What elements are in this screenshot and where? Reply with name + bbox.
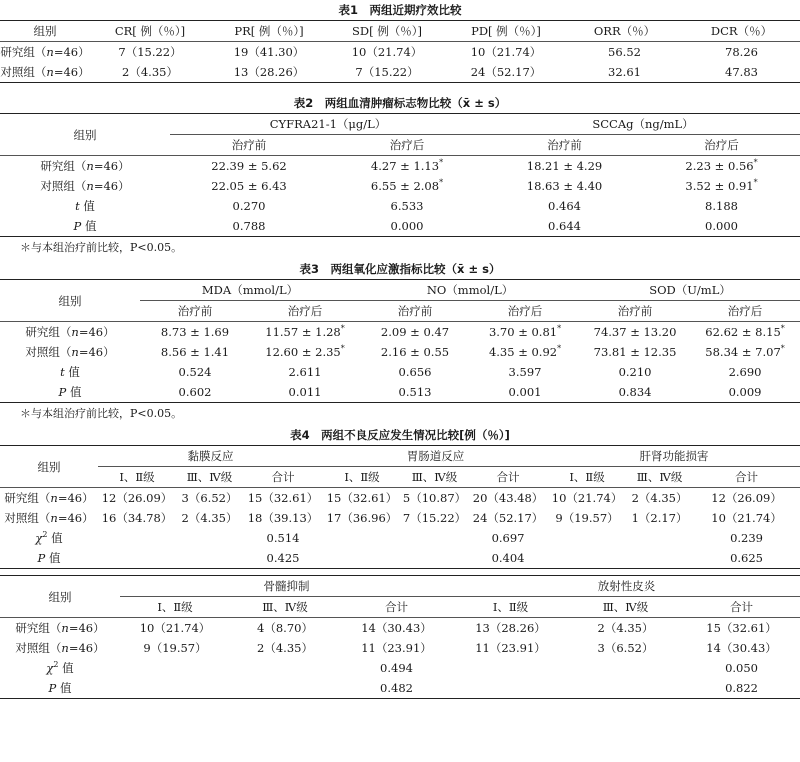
table-cell: 9（19.57）	[555, 511, 619, 525]
table-row	[0, 508, 800, 528]
table-cell: 0.464	[548, 199, 581, 213]
empty-cell	[548, 548, 626, 569]
table-cell: 8.56 ± 1.41	[160, 345, 230, 359]
row-label: P 值	[73, 219, 97, 233]
table-cell: 0.524	[178, 365, 212, 379]
stat-cell: 0.050	[725, 661, 758, 675]
table-row	[0, 382, 800, 403]
header-cell: SD[ 例（％）]	[352, 24, 422, 38]
stat-cell: 0.482	[380, 681, 413, 695]
table-cell: 78.26	[725, 45, 758, 59]
empty-cell	[453, 658, 568, 678]
table-cell: 2（4.35）	[597, 621, 654, 635]
empty-cell	[120, 678, 230, 699]
header-cell: ORR（％）	[593, 24, 656, 38]
group-header: 黏膜反应	[98, 446, 323, 467]
empty-cell	[548, 528, 626, 548]
row-label: 对照组（n=46）	[4, 511, 94, 525]
table-cell: 18.21 ± 4.29	[526, 159, 603, 173]
table-cell: 8.73 ± 1.69	[160, 325, 230, 339]
sub-header: 治疗前	[231, 138, 267, 152]
table-cell: 0.009	[728, 385, 762, 399]
row-label: 研究组（n=46）	[0, 45, 90, 59]
table-cell: 10（21.74）	[711, 511, 782, 525]
sub-header: Ⅰ、Ⅱ级	[569, 470, 605, 484]
table-cell: 3.597	[508, 365, 542, 379]
group-header: 放射性皮炎	[453, 576, 800, 597]
stat-cell: 0.404	[491, 551, 525, 565]
table-cell: 73.81 ± 12.35	[593, 345, 677, 359]
table-cell: 0.000	[705, 219, 738, 233]
table-cell: 0.788	[232, 219, 266, 233]
group-header: MDA（mmol/L）	[140, 280, 360, 301]
table-cell: 18.63 ± 4.40	[526, 179, 603, 193]
empty-cell	[98, 548, 176, 569]
table-row	[0, 156, 800, 177]
table-row	[0, 678, 800, 699]
group-header: SOD（U/mL）	[580, 280, 800, 301]
table-cell: 12（26.09）	[711, 491, 782, 505]
table-cell: 0.000	[390, 219, 424, 233]
row-label: 对照组（n=46）	[40, 179, 130, 193]
stat-cell: 0.239	[730, 531, 764, 545]
table-cell: 4.27 ± 1.13*	[370, 158, 444, 173]
table-cell: 2.16 ± 0.55	[380, 345, 450, 359]
table-cell: 4.35 ± 0.92*	[488, 344, 562, 359]
table-cell: 1（2.17）	[631, 511, 688, 525]
sub-header: 合计	[735, 470, 759, 484]
empty-cell	[230, 678, 340, 699]
row-label: $\chi^2$ 值	[35, 530, 63, 545]
sub-header: Ⅰ、Ⅱ级	[344, 470, 380, 484]
table-cell: 14（30.43）	[706, 641, 777, 655]
table4b	[0, 575, 800, 699]
table-cell: 0.513	[398, 385, 432, 399]
table-cell: 12.60 ± 2.35*	[265, 344, 345, 359]
row-label: P 值	[58, 385, 82, 399]
table-row	[0, 62, 800, 83]
empty-cell	[230, 658, 340, 678]
group-header: 胃肠道反应	[323, 446, 548, 467]
table-row	[0, 322, 800, 343]
sub-header: Ⅲ、Ⅳ级	[186, 470, 233, 484]
table-cell: 24（52.17）	[470, 65, 542, 79]
empty-cell	[568, 658, 683, 678]
row-label: 研究组（n=46）	[40, 159, 130, 173]
table-cell: 7（15.22）	[118, 45, 182, 59]
table-cell: 0.602	[178, 385, 212, 399]
empty-cell	[626, 548, 693, 569]
table-cell: 19（41.30）	[233, 45, 305, 59]
sub-header: Ⅰ、Ⅱ级	[492, 600, 529, 614]
header-cell: 组别	[33, 24, 57, 38]
table-cell: 32.61	[608, 65, 641, 79]
table-cell: 2（4.35）	[181, 511, 238, 525]
empty-cell	[626, 528, 693, 548]
table-cell: 10（21.74）	[139, 621, 211, 635]
table-cell: 47.83	[725, 65, 758, 79]
table-cell: 0.656	[398, 365, 432, 379]
table-row	[0, 42, 800, 63]
table-row	[0, 362, 800, 382]
empty-cell	[176, 528, 243, 548]
stat-cell: 0.514	[266, 531, 300, 545]
row-label: $\chi^2$ 值	[46, 660, 74, 675]
empty-cell	[98, 528, 176, 548]
table-cell: 58.34 ± 7.07*	[705, 344, 785, 359]
stat-cell: 0.697	[491, 531, 525, 545]
sub-header: 治疗前	[397, 304, 433, 318]
header-cell: CR[ 例（％）]	[114, 24, 186, 38]
table-row	[0, 216, 800, 237]
sub-header: Ⅲ、Ⅳ级	[636, 470, 683, 484]
table-row	[0, 638, 800, 658]
table-row	[0, 196, 800, 216]
sub-header: 合计	[385, 600, 408, 614]
row-label: P 值	[37, 551, 61, 565]
group-header: NO（mmol/L）	[360, 280, 580, 301]
group-header: 肝肾功能损害	[548, 446, 800, 467]
table-cell: 6.533	[390, 199, 424, 213]
table-cell: 3.70 ± 0.81*	[488, 324, 562, 339]
table-cell: 14（30.43）	[361, 621, 432, 635]
empty-cell	[568, 678, 683, 699]
table-cell: 62.62 ± 8.15*	[705, 324, 785, 339]
table-row	[0, 176, 800, 196]
empty-cell	[401, 528, 468, 548]
table-row	[0, 488, 800, 509]
sub-header: Ⅲ、Ⅳ级	[411, 470, 458, 484]
stat-cell: 0.494	[380, 661, 413, 675]
table-cell: 74.37 ± 13.20	[593, 325, 677, 339]
sub-header: Ⅰ、Ⅱ级	[119, 470, 155, 484]
table-cell: 13（28.26）	[233, 65, 305, 79]
sub-header: 治疗前	[177, 304, 213, 318]
empty-cell	[401, 548, 468, 569]
table-cell: 0.270	[232, 199, 266, 213]
sub-header: 治疗后	[507, 304, 543, 318]
sub-header: 合计	[271, 470, 295, 484]
row-label: 对照组（n=46）	[25, 345, 115, 359]
table-cell: 10（21.74）	[351, 45, 423, 59]
table-cell: 12（26.09）	[101, 491, 173, 505]
table-cell: 2（4.35）	[257, 641, 313, 655]
row-label: 研究组（n=46）	[25, 325, 115, 339]
table-cell: 3（6.52）	[597, 641, 654, 655]
table4-caption: 表4 两组不良反应发生情况比较[例（％）]	[290, 428, 510, 442]
empty-cell	[120, 658, 230, 678]
group-header: SCCAg（ng/mL）	[486, 114, 800, 135]
row-label: P 值	[48, 681, 72, 695]
sub-header: 治疗前	[617, 304, 653, 318]
table-cell: 8.188	[705, 199, 738, 213]
table-cell: 2.09 ± 0.47	[380, 325, 450, 339]
table-cell: 7（15.22）	[355, 65, 419, 79]
group-header: CYFRA21-1（μg/L）	[170, 114, 486, 135]
table4a	[0, 445, 800, 569]
table-cell: 15（32.61）	[247, 491, 319, 505]
sub-header: 合计	[730, 600, 754, 614]
table-cell: 13（28.26）	[475, 621, 546, 635]
table-cell: 2.23 ± 0.56*	[685, 158, 758, 173]
table-cell: 11.57 ± 1.28*	[265, 324, 345, 339]
group-label: 组别	[0, 576, 120, 618]
table-row	[0, 658, 800, 678]
row-label: t 值	[75, 199, 95, 213]
table-cell: 22.05 ± 6.43	[211, 179, 287, 193]
empty-cell	[176, 548, 243, 569]
table-row	[0, 548, 800, 569]
table-row	[0, 342, 800, 362]
stat-cell: 0.822	[725, 681, 758, 695]
table-cell: 16（34.78）	[101, 511, 173, 525]
table-cell: 10（21.74）	[470, 45, 542, 59]
sub-header: 治疗前	[547, 138, 582, 152]
table-row	[0, 618, 800, 639]
table2	[0, 113, 800, 237]
table-cell: 20（43.48）	[472, 491, 544, 505]
group-header: 骨髓抑制	[120, 576, 453, 597]
sub-header: Ⅲ、Ⅳ级	[262, 600, 308, 614]
table3-caption: 表3 两组氧化应激指标比较（x̄ ± s）	[299, 262, 501, 276]
table-cell: 17（36.96）	[326, 511, 398, 525]
stat-cell: 0.425	[266, 551, 300, 565]
table-cell: 2.611	[288, 365, 322, 379]
table3	[0, 279, 800, 403]
header-cell: PR[ 例（％）]	[234, 24, 304, 38]
table3-note: ＊与本组治疗前比较，P<0.05。	[20, 407, 183, 420]
empty-cell	[453, 678, 568, 699]
table-cell: 56.52	[608, 45, 641, 59]
table2-caption: 表2 两组血清肿瘤标志物比较（x̄ ± s）	[293, 96, 507, 110]
table-cell: 0.011	[288, 385, 322, 399]
sub-header: 合计	[496, 470, 520, 484]
table-cell: 0.001	[508, 385, 542, 399]
table-cell: 0.210	[618, 365, 652, 379]
table-cell: 5（10.87）	[402, 491, 467, 505]
table-cell: 15（32.61）	[706, 621, 777, 635]
table-cell: 6.55 ± 2.08*	[370, 178, 444, 193]
table-cell: 10（21.74）	[551, 491, 623, 505]
table-cell: 15（32.61）	[326, 491, 398, 505]
table-cell: 9（19.57）	[143, 641, 207, 655]
table-cell: 11（23.91）	[475, 641, 546, 655]
table-cell: 3.52 ± 0.91*	[685, 178, 758, 193]
table2-note: ＊与本组治疗前比较，P<0.05。	[20, 241, 183, 254]
table-cell: 2.690	[728, 365, 762, 379]
sub-header: Ⅲ、Ⅳ级	[602, 600, 649, 614]
table-cell: 24（52.17）	[472, 511, 544, 525]
group-label: 组别	[0, 114, 170, 156]
table-cell: 11（23.91）	[361, 641, 432, 655]
table-cell: 0.644	[548, 219, 581, 233]
table1-header-row	[0, 21, 800, 42]
row-label: 对照组（n=46）	[0, 65, 90, 79]
table-cell: 18（39.13）	[247, 511, 319, 525]
empty-cell	[323, 548, 401, 569]
table-cell: 0.834	[618, 385, 652, 399]
sub-header: 治疗后	[727, 304, 763, 318]
sub-header: 治疗后	[389, 138, 425, 152]
table-cell: 2（4.35）	[122, 65, 178, 79]
row-label: t 值	[60, 365, 80, 379]
header-cell: PD[ 例（％）]	[471, 24, 541, 38]
row-label: 研究组（n=46）	[15, 621, 105, 635]
row-label: 对照组（n=46）	[15, 641, 105, 655]
group-label: 组别	[0, 280, 140, 322]
empty-cell	[323, 528, 401, 548]
table1-caption: 表1 两组近期疗效比较	[338, 3, 462, 17]
sub-header: Ⅰ、Ⅱ级	[157, 600, 193, 614]
table-cell: 7（15.22）	[402, 511, 467, 525]
header-cell: DCR（％）	[710, 24, 773, 38]
table-cell: 2（4.35）	[631, 491, 688, 505]
table-row	[0, 528, 800, 548]
table-cell: 3（6.52）	[181, 491, 238, 505]
sub-header: 治疗后	[287, 304, 323, 318]
table-cell: 4（8.70）	[257, 621, 313, 635]
stat-cell: 0.625	[730, 551, 764, 565]
table1	[0, 20, 800, 83]
table-cell: 22.39 ± 5.62	[211, 159, 287, 173]
group-label: 组别	[0, 446, 98, 488]
sub-header: 治疗后	[704, 138, 739, 152]
row-label: 研究组（n=46）	[4, 491, 94, 505]
